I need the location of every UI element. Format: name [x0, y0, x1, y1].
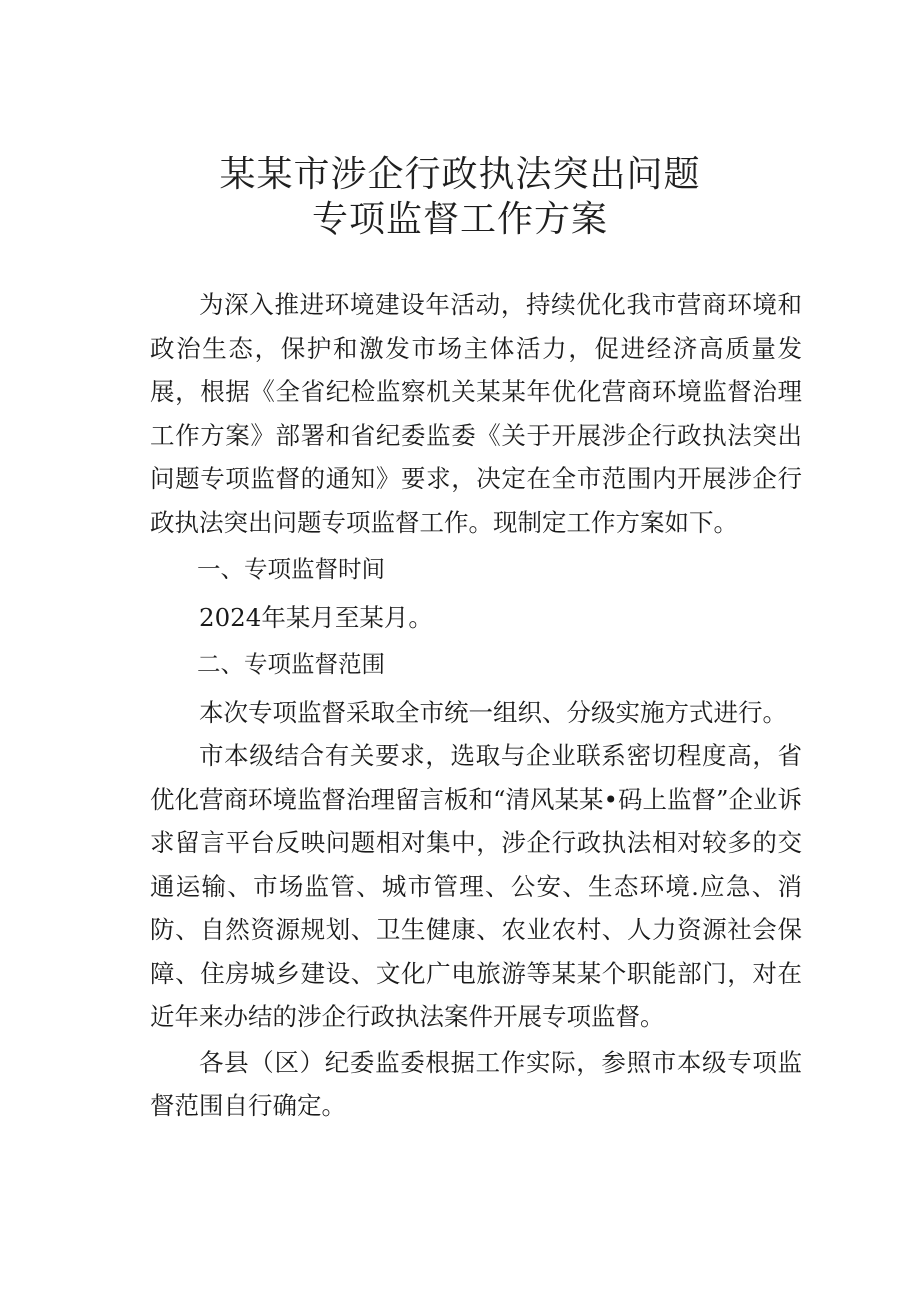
section-heading-scope: 二、专项监督范围: [197, 650, 385, 678]
scope-paragraph-3: 各县（区）纪委监委根据工作实际，参照市本级专项监督范围自行确定。: [150, 1047, 802, 1120]
scope-paragraph-1: 本次专项监督采取全市统一组织、分级实施方式进行。: [199, 697, 787, 727]
section-heading-time: 一、专项监督时间: [197, 555, 385, 583]
document-title-line2: 专项监督工作方案: [311, 199, 608, 240]
document-title-line1: 某某市涉企行政执法突出问题: [219, 154, 701, 195]
time-paragraph: 2024年某月至某月。: [199, 602, 433, 632]
intro-paragraph: 为深入推进环境建设年活动，持续优化我市营商环境和政治生态，保护和激发市场主体活力，促进经济高质量发展，根据《全省纪检监察机关某某年优化营商环境监督治理工作方案》部署和省纪委监委《关于开展涉企行政执法突出问题专项监督的通知》要求，决定在全市范围内开展涉企行政执法突出问题专项监督工作。现制定工作方案如下。: [150, 290, 802, 537]
document-body: [150, 283, 802, 1128]
scope-paragraph-2: 市本级结合有关要求，选取与企业联系密切程度高，省优化营商环境监督治理留言板和“清风某某•码上监督”企业诉求留言平台反映问题相对集中，涉企行政执法相对较多的交通运输、市场监管、城市管理、公安、生态环境.应急、消防、自然资源规划、卫生健康、农业农村、人力资源社会保障、住房城乡建设、文化广电旅游等某某个职能部门，对在近年来办结的涉企行政执法案件开展专项监督。: [150, 741, 802, 1031]
